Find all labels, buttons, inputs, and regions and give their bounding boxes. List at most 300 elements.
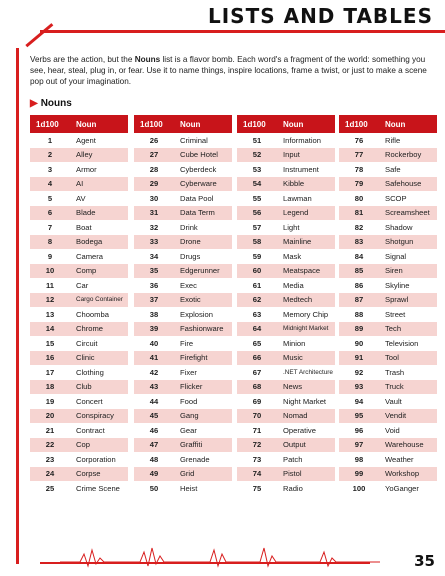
roll-cell: 33 <box>134 235 174 250</box>
roll-cell: 61 <box>252 280 262 290</box>
noun-cell: Chrome <box>70 322 128 337</box>
roll-cell: 13 <box>45 309 55 319</box>
noun-cell: Safehouse <box>379 177 437 192</box>
noun-cell: Grenade <box>180 454 210 464</box>
noun-cell: Input <box>277 148 335 163</box>
noun-cell: Output <box>277 438 335 453</box>
table-row <box>134 148 232 163</box>
table-row <box>134 394 232 409</box>
roll-cell: 85 <box>339 264 379 279</box>
roll-cell: 52 <box>237 148 277 163</box>
table-row <box>237 249 335 264</box>
roll-cell: 88 <box>354 309 364 319</box>
table-row <box>134 423 232 438</box>
table-row <box>30 351 128 366</box>
noun-cell: Cop <box>70 438 128 453</box>
noun-cell: Pistol <box>277 467 335 482</box>
table-row <box>134 467 232 482</box>
noun-cell: Patch <box>283 454 303 464</box>
noun-cell: Screamsheet <box>379 206 437 221</box>
table-row <box>30 249 128 264</box>
table-row <box>30 264 128 279</box>
roll-cell: 73 <box>252 454 262 464</box>
noun-cell: Mainline <box>277 235 335 250</box>
table-row <box>134 177 232 192</box>
roll-cell: 100 <box>352 483 366 493</box>
noun-cell: Operative <box>283 425 316 435</box>
roll-cell: 12 <box>30 293 70 308</box>
noun-cell: Memory Chip <box>283 309 329 319</box>
noun-cell: Rifle <box>385 135 401 145</box>
table-row <box>134 322 232 337</box>
noun-cell: Criminal <box>180 135 208 145</box>
table-row <box>339 365 437 380</box>
noun-cell: Armor <box>76 164 97 174</box>
roll-cell: 36 <box>149 280 159 290</box>
roll-cell: 29 <box>134 177 174 192</box>
table-row <box>134 481 232 496</box>
table-row <box>237 162 335 177</box>
table-row <box>30 293 128 308</box>
roll-cell: 45 <box>134 409 174 424</box>
noun-cell: Truck <box>379 380 437 395</box>
roll-cell: 62 <box>237 293 277 308</box>
roll-cell: 66 <box>237 351 277 366</box>
roll-cell: 79 <box>339 177 379 192</box>
intro-text-bold: Nouns <box>134 55 161 64</box>
intro-text-post: list is a flavor bomb. Each word's a fragment of the world: something you see, hear, steal, plug in, or fear. Use it to name things, inspire locations, frame a twist, or just to make a scene pop out of your imagination. <box>30 55 427 86</box>
table-row <box>30 133 128 148</box>
table-row <box>339 438 437 453</box>
noun-cell: Radio <box>283 483 303 493</box>
roll-cell: 98 <box>354 454 364 464</box>
table-row <box>339 148 437 163</box>
table-row <box>339 220 437 235</box>
table-row <box>134 249 232 264</box>
header-roll: 1d100 <box>134 115 174 133</box>
roll-cell: 80 <box>354 193 364 203</box>
noun-cell: Shadow <box>385 222 413 232</box>
table-row <box>237 322 335 337</box>
table-row <box>30 409 128 424</box>
table-header-row <box>30 115 128 133</box>
table-row <box>30 438 128 453</box>
table-row <box>30 336 128 351</box>
table-header-row <box>339 115 437 133</box>
intro-text-pre: Verbs are the action, but the <box>30 55 135 64</box>
roll-cell: 39 <box>134 322 174 337</box>
roll-cell: 96 <box>354 425 364 435</box>
roll-cell: 87 <box>339 293 379 308</box>
noun-cell: Conspiracy <box>70 409 128 424</box>
roll-cell: 71 <box>252 425 262 435</box>
roll-cell: 48 <box>149 454 159 464</box>
table-row <box>339 133 437 148</box>
noun-cell: Warehouse <box>379 438 437 453</box>
table-header-row <box>237 115 335 133</box>
noun-cell: Data Term <box>174 206 232 221</box>
table-row <box>237 336 335 351</box>
noun-cell: Agent <box>76 135 96 145</box>
noun-cell: News <box>277 380 335 395</box>
roll-cell: 3 <box>47 164 53 174</box>
table-row <box>134 452 232 467</box>
roll-cell: 50 <box>149 483 159 493</box>
table-row <box>30 191 128 206</box>
noun-cell: Signal <box>385 251 407 261</box>
roll-cell: 56 <box>237 206 277 221</box>
table-row <box>134 351 232 366</box>
table-row <box>339 293 437 308</box>
noun-cell: Cargo Container <box>70 293 128 308</box>
roll-cell: 5 <box>47 193 53 203</box>
table-row <box>339 336 437 351</box>
table-row <box>339 307 437 322</box>
table-row <box>237 365 335 380</box>
noun-cell: Light <box>283 222 300 232</box>
roll-cell: 46 <box>149 425 159 435</box>
roll-cell: 92 <box>354 367 364 377</box>
table-row <box>134 293 232 308</box>
table-row <box>134 380 232 395</box>
noun-cell: Circuit <box>76 338 98 348</box>
noun-cell: Boat <box>76 222 92 232</box>
roll-cell: 34 <box>149 251 159 261</box>
noun-cell: Trash <box>385 367 405 377</box>
roll-cell: 47 <box>134 438 174 453</box>
table-row <box>237 220 335 235</box>
table-row <box>339 380 437 395</box>
footer-wave-decoration <box>60 544 380 568</box>
roll-cell: 44 <box>149 396 159 406</box>
table-row <box>134 133 232 148</box>
noun-cell: Siren <box>379 264 437 279</box>
table-row <box>237 409 335 424</box>
intro-paragraph <box>30 54 435 87</box>
roll-cell: 72 <box>237 438 277 453</box>
table-row <box>237 206 335 221</box>
table-row <box>30 481 128 496</box>
frame-left-rule <box>16 48 19 564</box>
roll-cell: 4 <box>30 177 70 192</box>
noun-cell: Comp <box>70 264 128 279</box>
noun-cell: Cube Hotel <box>174 148 232 163</box>
noun-cell: Explosion <box>180 309 213 319</box>
roll-cell: 57 <box>252 222 262 232</box>
roll-cell: 68 <box>237 380 277 395</box>
roll-cell: 21 <box>45 425 55 435</box>
noun-cell: Void <box>385 425 400 435</box>
table-row <box>339 409 437 424</box>
roll-cell: 26 <box>149 135 159 145</box>
table-row <box>339 206 437 221</box>
roll-cell: 14 <box>30 322 70 337</box>
roll-cell: 40 <box>149 338 159 348</box>
noun-cell: Legend <box>277 206 335 221</box>
noun-cell: Clinic <box>70 351 128 366</box>
table-row <box>237 278 335 293</box>
roll-cell: 1 <box>47 135 53 145</box>
header-noun: Noun <box>174 115 232 133</box>
roll-cell: 10 <box>30 264 70 279</box>
noun-cell: Food <box>180 396 198 406</box>
noun-cell: Edgerunner <box>174 264 232 279</box>
table-row <box>339 191 437 206</box>
noun-cell: Firefight <box>174 351 232 366</box>
roll-cell: 17 <box>45 367 55 377</box>
table-row <box>237 191 335 206</box>
roll-cell: 60 <box>237 264 277 279</box>
noun-cell: AV <box>76 193 86 203</box>
table-row <box>237 148 335 163</box>
table-row <box>134 191 232 206</box>
roll-cell: 51 <box>252 135 262 145</box>
table-row <box>134 235 232 250</box>
noun-cell: Vault <box>385 396 402 406</box>
roll-cell: 59 <box>252 251 262 261</box>
table-row <box>134 220 232 235</box>
roll-cell: 69 <box>252 396 262 406</box>
noun-cell: Fixer <box>180 367 197 377</box>
noun-cell: Exec <box>180 280 197 290</box>
header-roll: 1d100 <box>339 115 379 133</box>
noun-cell: Contract <box>76 425 105 435</box>
table-row <box>30 220 128 235</box>
roll-cell: 95 <box>339 409 379 424</box>
noun-cell: Graffiti <box>174 438 232 453</box>
noun-cell: Lawman <box>283 193 312 203</box>
roll-cell: 93 <box>339 380 379 395</box>
noun-cell: Workshop <box>379 467 437 482</box>
noun-cell: Corporation <box>76 454 116 464</box>
table-row <box>237 235 335 250</box>
noun-cell: YoGanger <box>385 483 419 493</box>
noun-cell: Heist <box>180 483 198 493</box>
table-row <box>30 394 128 409</box>
roll-cell: 97 <box>339 438 379 453</box>
table-row <box>339 322 437 337</box>
roll-cell: 91 <box>339 351 379 366</box>
roll-cell: 9 <box>47 251 53 261</box>
nouns-table-group <box>30 115 435 500</box>
roll-cell: 75 <box>252 483 262 493</box>
roll-cell: 38 <box>149 309 159 319</box>
table-row <box>30 235 128 250</box>
roll-cell: 19 <box>45 396 55 406</box>
roll-cell: 2 <box>30 148 70 163</box>
section-title: Nouns <box>40 98 72 109</box>
roll-cell: 15 <box>45 338 55 348</box>
table-row <box>237 467 335 482</box>
table-header-row <box>134 115 232 133</box>
table-row <box>339 177 437 192</box>
table-row <box>339 235 437 250</box>
noun-cell: Concert <box>76 396 103 406</box>
header-noun: Noun <box>70 115 128 133</box>
roll-cell: 90 <box>354 338 364 348</box>
noun-cell: Exotic <box>174 293 232 308</box>
table-row <box>30 423 128 438</box>
noun-cell: Night Market <box>283 396 327 406</box>
roll-cell: 16 <box>30 351 70 366</box>
table-row <box>30 206 128 221</box>
roll-cell: 86 <box>354 280 364 290</box>
noun-cell: Midnight Market <box>277 322 335 337</box>
table-row <box>30 307 128 322</box>
table-row <box>237 351 335 366</box>
noun-cell: Medtech <box>277 293 335 308</box>
noun-cell: Bodega <box>70 235 128 250</box>
roll-cell: 76 <box>354 135 364 145</box>
table-row <box>237 177 335 192</box>
roll-cell: 83 <box>339 235 379 250</box>
table-row <box>30 278 128 293</box>
roll-cell: 27 <box>134 148 174 163</box>
table-row <box>134 162 232 177</box>
frame-corner-rule <box>25 23 53 47</box>
table-row <box>134 278 232 293</box>
roll-cell: 32 <box>149 222 159 232</box>
roll-cell: 49 <box>134 467 174 482</box>
noun-cell: Data Pool <box>180 193 214 203</box>
roll-cell: 25 <box>45 483 55 493</box>
noun-cell: .NET Architecture <box>283 368 333 376</box>
noun-cell: Sprawl <box>379 293 437 308</box>
noun-cell: Tool <box>379 351 437 366</box>
roll-cell: 23 <box>45 454 55 464</box>
roll-cell: 8 <box>30 235 70 250</box>
noun-cell: Tech <box>379 322 437 337</box>
noun-cell: Gear <box>180 425 197 435</box>
table-row <box>339 162 437 177</box>
table-row <box>237 133 335 148</box>
noun-cell: Blade <box>70 206 128 221</box>
page-title: LISTS AND TABLES <box>207 4 433 28</box>
table-row <box>30 322 128 337</box>
noun-cell: Gang <box>174 409 232 424</box>
table-row <box>339 467 437 482</box>
noun-cell: Instrument <box>283 164 319 174</box>
table-row <box>237 264 335 279</box>
table-row <box>134 307 232 322</box>
noun-cell: Cyberware <box>174 177 232 192</box>
noun-cell: Street <box>385 309 406 319</box>
table-row <box>134 438 232 453</box>
roll-cell: 74 <box>237 467 277 482</box>
roll-cell: 67 <box>252 367 262 377</box>
noun-cell: Camera <box>76 251 104 261</box>
header-roll: 1d100 <box>237 115 277 133</box>
roll-cell: 37 <box>134 293 174 308</box>
frame-top-rule <box>40 30 445 33</box>
roll-cell: 64 <box>237 322 277 337</box>
noun-cell: Nomad <box>277 409 335 424</box>
roll-cell: 89 <box>339 322 379 337</box>
roll-cell: 22 <box>30 438 70 453</box>
table-row <box>30 365 128 380</box>
noun-cell: SCOP <box>385 193 407 203</box>
roll-cell: 20 <box>30 409 70 424</box>
noun-cell: Kibble <box>277 177 335 192</box>
noun-cell: Media <box>283 280 304 290</box>
table-row <box>339 278 437 293</box>
table-row <box>237 452 335 467</box>
table-row <box>134 206 232 221</box>
noun-cell: Skyline <box>385 280 410 290</box>
noun-cell: Clothing <box>76 367 104 377</box>
table-row <box>339 452 437 467</box>
roll-cell: 63 <box>252 309 262 319</box>
table-row <box>339 481 437 496</box>
noun-cell: Shotgun <box>379 235 437 250</box>
section-heading <box>30 98 72 109</box>
roll-cell: 43 <box>134 380 174 395</box>
page-number: 35 <box>414 552 435 570</box>
roll-cell: 58 <box>237 235 277 250</box>
roll-cell: 77 <box>339 148 379 163</box>
table-row <box>30 177 128 192</box>
noun-cell: Crime Scene <box>76 483 120 493</box>
roll-cell: 53 <box>252 164 262 174</box>
table-row <box>237 380 335 395</box>
roll-cell: 41 <box>134 351 174 366</box>
table-row <box>30 452 128 467</box>
table-row <box>237 481 335 496</box>
roll-cell: 54 <box>237 177 277 192</box>
roll-cell: 81 <box>339 206 379 221</box>
table-row <box>237 423 335 438</box>
noun-cell: Vendit <box>379 409 437 424</box>
noun-cell: AI <box>70 177 128 192</box>
roll-cell: 42 <box>149 367 159 377</box>
table-row <box>339 423 437 438</box>
roll-cell: 35 <box>134 264 174 279</box>
nouns-table-column-1 <box>30 115 128 496</box>
triangle-icon: ▶ <box>30 98 38 109</box>
table-row <box>339 264 437 279</box>
header-noun: Noun <box>277 115 335 133</box>
table-row <box>237 394 335 409</box>
roll-cell: 94 <box>354 396 364 406</box>
roll-cell: 11 <box>45 280 55 290</box>
roll-cell: 30 <box>149 193 159 203</box>
table-row <box>30 148 128 163</box>
roll-cell: 31 <box>134 206 174 221</box>
noun-cell: Weather <box>385 454 414 464</box>
noun-cell: Drink <box>180 222 198 232</box>
roll-cell: 82 <box>354 222 364 232</box>
noun-cell: Alley <box>70 148 128 163</box>
noun-cell: Drugs <box>180 251 201 261</box>
noun-cell: Rockerboy <box>379 148 437 163</box>
roll-cell: 65 <box>252 338 262 348</box>
table-row <box>237 293 335 308</box>
header-noun: Noun <box>379 115 437 133</box>
roll-cell: 28 <box>149 164 159 174</box>
noun-cell: Grid <box>174 467 232 482</box>
noun-cell: Meatspace <box>277 264 335 279</box>
table-row <box>339 249 437 264</box>
roll-cell: 70 <box>237 409 277 424</box>
roll-cell: 24 <box>30 467 70 482</box>
table-row <box>30 380 128 395</box>
noun-cell: Minion <box>283 338 306 348</box>
table-row <box>339 351 437 366</box>
roll-cell: 6 <box>30 206 70 221</box>
table-row <box>134 264 232 279</box>
nouns-table-column-3 <box>237 115 335 496</box>
table-row <box>134 409 232 424</box>
